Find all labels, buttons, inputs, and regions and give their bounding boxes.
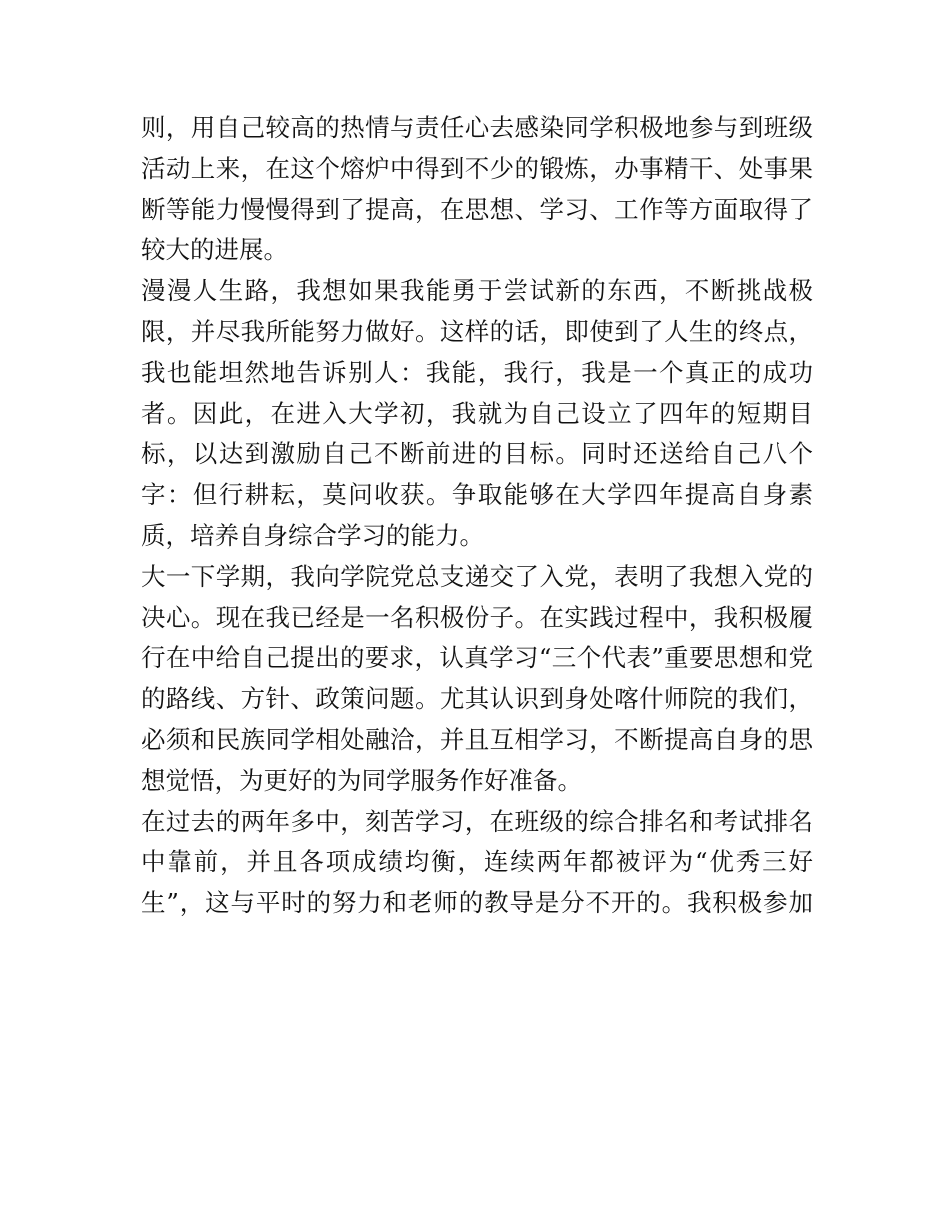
text-line: 断等能力慢慢得到了提高，在思想、学习、工作等方面取得了 [141,194,813,224]
text-line: 在过去的两年多中，刻苦学习，在班级的综合排名和考试排名 [141,806,813,836]
text-line: 必须和民族同学相处融洽，并且互相学习，不断提高自身的思 [141,724,813,754]
text-line: 中靠前，并且各项成绩均衡，连续两年都被评为“优秀三好 [141,847,813,877]
text-line: 行在中给自己提出的要求，认真学习“三个代表”重要思想和党 [141,643,813,673]
text-line: 字：但行耕耘，莫问收获。争取能够在大学四年提高自身素 [141,480,813,510]
text-line: 标，以达到激励自己不断前进的目标。同时还送给自己八个 [141,439,813,469]
text-line: 则，用自己较高的热情与责任心去感染同学积极地参与到班级 [141,113,813,142]
text-line: 限，并尽我所能努力做好。这样的话，即使到了人生的终点， [141,316,813,346]
paragraph-1 [141,108,813,271]
text-line: 漫漫人生路，我想如果我能勇于尝试新的东西，不断挑战极 [141,276,813,306]
text-line: 想觉悟，为更好的为同学服务作好准备。 [141,765,582,795]
text-line: 较大的进展。 [141,235,288,265]
text-line: 决心。现在我已经是一名积极份子。在实践过程中，我积极履 [141,602,813,632]
text-line: 质，培养自身综合学习的能力。 [141,520,484,550]
text-line: 大一下学期，我向学院党总支递交了入党，表明了我想入党的 [141,561,813,591]
text-line: 的路线、方针、政策问题。尤其认识到身处喀什师院的我们， [141,684,813,714]
text-line: 活动上来，在这个熔炉中得到不少的锻炼，办事精干、处事果 [141,153,813,183]
text-line: 生”，这与平时的努力和老师的教导是分不开的。我积极参加 [141,888,813,918]
paragraph-3 [141,557,813,802]
paragraph-2 [141,271,813,557]
document-body [141,108,813,924]
text-line: 者。因此，在进入大学初，我就为自己设立了四年的短期目 [141,398,813,428]
paragraph-4 [141,802,813,924]
text-line: 我也能坦然地告诉别人：我能，我行，我是一个真正的成功 [141,357,813,387]
